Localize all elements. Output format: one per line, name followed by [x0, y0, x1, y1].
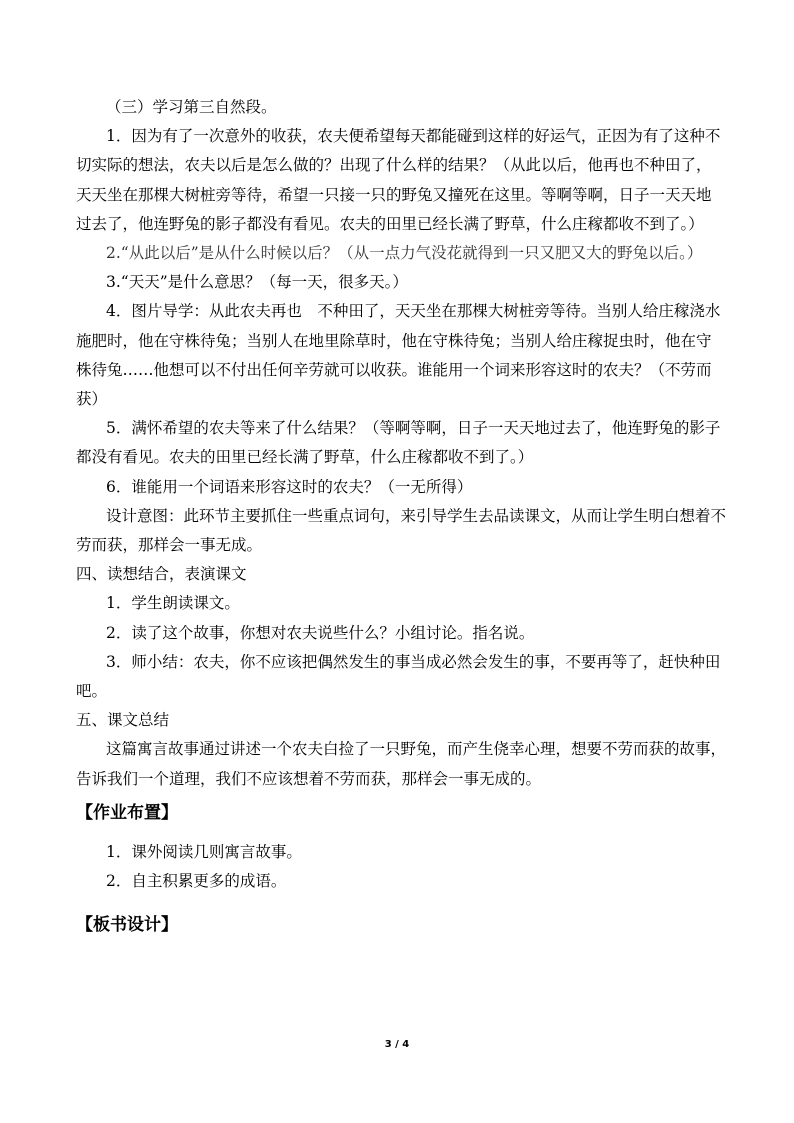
homework-item-1: 1．课外阅读几则寓言故事。 [106, 842, 302, 861]
board-design-heading: 【板书设计】 [76, 915, 178, 936]
question-item-5: 5．满怀希望的农夫等来了什么结果？（等啊等啊，日子一天天地过去了，他连野兔的影子都没有看见。农夫的田里已经长满了野草，什么庄稼都收不到了。） [76, 419, 721, 467]
section-four-item-2: 2．读了这个故事，你想对农夫说些什么？小组讨论。指名说。 [106, 623, 535, 642]
section-five-title: 五、课文总结 [76, 711, 170, 730]
section-four-item-3: 3．师小结：农夫，你不应该把偶然发生的事当成必然会发生的事，不要再等了，赶快种田吧。 [76, 652, 721, 701]
section-three-title: （三）学习第三自然段。 [106, 98, 277, 116]
question-item-4: 4．图片导学：从此农夫再也 不种田了，天天坐在那棵大树桩旁等待。当别人给庄稼浇水施肥时，他在守株待兔；当别人在地里除草时，他在守株待兔；当别人给庄稼捉虫时，他在守株待兔……他想可以不付出任何辛劳就可以收获。谁能用一个词来形容这时的农夫？（不劳而获） [76, 302, 721, 409]
page-number: 3 / 4 [384, 1039, 410, 1050]
document-body [76, 93, 726, 940]
design-intent: 设计意图：此环节主要抓住一些重点词句，来引导学生去品读课文，从而让学生明白想着不劳而获，那样会一事无成。 [76, 506, 727, 555]
homework-item-2: 2．自主积累更多的成语。 [106, 872, 287, 891]
question-item-1: 1．因为有了一次意外的收获，农夫便希望每天都能碰到这样的好运气，正因为有了这种不切实际的想法，农夫以后是怎么做的？出现了什么样的结果？（从此以后，他再也不种田了，天天坐在那棵大树桩旁等待，希望一只接一只的野兔又撞死在这里。等啊等啊，日子一天天地过去了，他连野兔的影子都没有看见。农夫的田里已经长满了野草，什么庄稼都收不到了。） [76, 127, 721, 233]
homework-heading: 【作业布置】 [76, 802, 178, 823]
question-item-6: 6．谁能用一个词语来形容这时的农夫？（一无所得） [106, 477, 473, 496]
section-four-title: 四、读想结合，表演课文 [76, 565, 247, 584]
question-item-3: 3.“天天”是什么意思？（每一天，很多天。） [106, 273, 408, 292]
section-four-item-1: 1．学生朗读课文。 [106, 594, 240, 613]
question-item-2: 2.“从此以后”是从什么时候以后？（从一点力气没花就得到一只又肥又大的野兔以后。） [106, 244, 703, 263]
lesson-summary: 这篇寓言故事通过讲述一个农夫白捡了一只野兔，而产生侥幸心理，想要不劳而获的故事，告诉我们一个道理，我们不应该想着不劳而获，那样会一事无成的。 [76, 740, 727, 788]
